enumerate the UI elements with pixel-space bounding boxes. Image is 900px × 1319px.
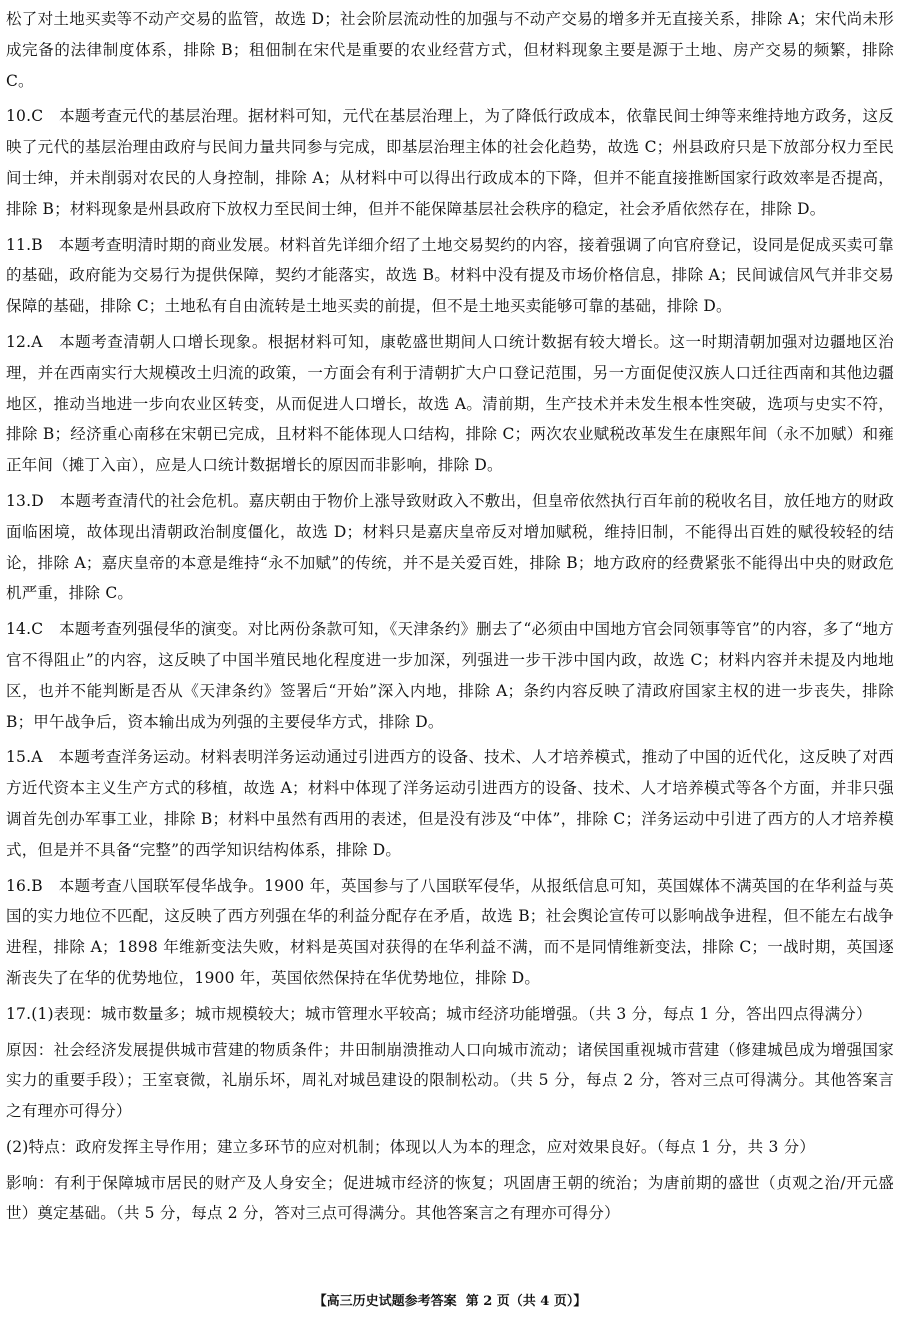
answer-paragraph-17-2-impact: 影响：有利于保障城市居民的财产及人身安全；促进城市经济的恢复；巩固唐王朝的统治；为唐前期的盛世（贞观之治/开元盛世）奠定基础。（共 5 分，每点 2 分，答对三点可得满分。其他答案言之有理亦可得分）: [6, 1173, 894, 1223]
answer-paragraph-17-1-reason: 原因：社会经济发展提供城市营建的物质条件；井田制崩溃推动人口向城市流动；诸侯国重视城市营建（修建城邑成为增强国家实力的重要手段）；王室衰微，礼崩乐坏，周礼对城邑建设的限制松动。（共 5 分，每点 2 分，答对三点可得满分。其他答案言之有理亦可得分）: [6, 1040, 894, 1121]
answer-paragraph-13: 13.D 本题考查清代的社会危机。嘉庆朝由于物价上涨导致财政入不敷出，但皇帝依然执行百年前的税收名目，放任地方的财政面临困境，故体现出清朝政治制度僵化，故选 D；材料只是嘉庆皇帝反对增加赋税，维持旧制，不能得出百姓的赋役较轻的结论，排除 A；嘉庆皇帝的本意是维持“永不加赋”的传统，并不是关爱百姓，排除 B；地方政府的经费紧张不能得出中央的财政危机严重，排除 C。: [6, 491, 894, 603]
answer-paragraph-10: 10.C 本题考查元代的基层治理。据材料可知，元代在基层治理上，为了降低行政成本，依靠民间士绅等来维持地方政务，这反映了元代的基层治理由政府与民间力量共同参与完成，即基层治理主体的社会化趋势，故选 C；州县政府只是下放部分权力至民间士绅，并未削弱对农民的人身控制，排除 A；从材料中可以得出行政成本的下降，但并不能直接推断国家行政效率是否提高，排除 B；材料现象是州县政府下放权力至民间士绅，但并不能保障基层社会秩序的稳定，社会矛盾依然存在，排除 D。: [6, 107, 894, 218]
answer-paragraph-15: 15.A 本题考查洋务运动。材料表明洋务运动通过引进西方的设备、技术、人才培养模式，推动了中国的近代化，这反映了对西方近代资本主义生产方式的移植，故选 A；材料中体现了洋务运动引进西方的设备、技术、人才培养模式等各个方面，并非只强调首先创办军事工业，排除 B；材料中虽然有西用的表述，但是没有涉及“中体”，排除 C；洋务运动中引进了西方的人才培养模式，但是并不具备“完整”的西学知识结构体系，排除 D。: [6, 748, 894, 859]
answer-paragraph-14: 14.C 本题考查列强侵华的演变。对比两份条款可知，《天津条约》删去了“必须由中国地方官会同领事等官”的内容，多了“地方官不得阻止”的内容，这反映了中国半殖民地化程度进一步加深，列强进一步干涉中国内政，故选 C；材料内容并未提及内地地区，也并不能判断是否从《天津条约》签署后“开始”深入内地，排除 A；条约内容反映了清政府国家主权的进一步丧失，排除 B；甲午战争后，资本输出成为列强的主要侵华方式，排除 D。: [6, 620, 894, 731]
answer-paragraph-17-1: 17.(1)表现：城市数量多；城市规模较大；城市管理水平较高；城市经济功能增强。（共 3 分，每点 1 分，答出四点得满分）: [6, 1004, 872, 1023]
answer-paragraph-12: 12.A 本题考查清朝人口增长现象。根据材料可知，康乾盛世期间人口统计数据有较大增长。这一时期清朝加强对边疆地区治理，并在西南实行大规模改土归流的政策，一方面会有利于清朝扩大户口登记范围，另一方面促使汉族人口迁往西南和其他边疆地区，推动当地进一步向农业区转变，从而促进人口增长，故选 A。清前期，生产技术并未发生根本性突破，选项与史实不符，排除 B；经济重心南移在宋朝已完成，且材料不能体现人口结构，排除 C；两次农业赋税改革发生在康熙年间（永不加赋）和雍正年间（摊丁入亩），应是人口统计数据增长的原因而非影响，排除 D。: [6, 332, 894, 475]
footer-title: 【高三历史试题参考答案: [313, 1294, 457, 1309]
footer-page-number: 第 2 页（共 4 页）】: [465, 1294, 587, 1309]
answer-paragraph-17-2: (2)特点：政府发挥主导作用；建立多环节的应对机制；体现以人为本的理念，应对效果良好。（每点 1 分，共 3 分）: [6, 1137, 816, 1156]
answer-content: [6, 4, 894, 1234]
answer-paragraph-11: 11.B 本题考查明清时期的商业发展。材料首先详细介绍了土地交易契约的内容，接着强调了向官府登记，设同是促成买卖可靠的基础，政府能为交易行为提供保障，契约才能落实，故选 B。材料中没有提及市场价格信息，排除 A；民间诚信风气并非交易保障的基础，排除 C；土地私有自由流转是土地买卖的前提，但不是土地买卖能够可靠的基础，排除 D。: [6, 235, 894, 316]
page-footer: [0, 1290, 900, 1309]
answer-paragraph-9-cont: 松了对土地买卖等不动产交易的监管，故选 D；社会阶层流动性的加强与不动产交易的增多并无直接关系，排除 A；宋代尚未形成完备的法律制度体系，排除 B；租佃制在宋代是重要的农业经营方式，但材料现象主要是源于土地、房产交易的频繁，排除 C。: [6, 10, 894, 90]
answer-paragraph-16: 16.B 本题考查八国联军侵华战争。1900 年，英国参与了八国联军侵华，从报纸信息可知，英国媒体不满英国的在华利益与英国的实力地位不匹配，这反映了西方列强在华的利益分配存在矛盾，故选 B；社会舆论宣传可以影响战争进程，但不能左右战争进程，排除 A；1898 年维新变法失败，材料是英国对获得的在华利益不满，而不是同情维新变法，排除 C；一战时期，英国逐渐丧失了在华的优势地位，1900 年，英国依然保持在华优势地位，排除 D。: [6, 876, 894, 987]
